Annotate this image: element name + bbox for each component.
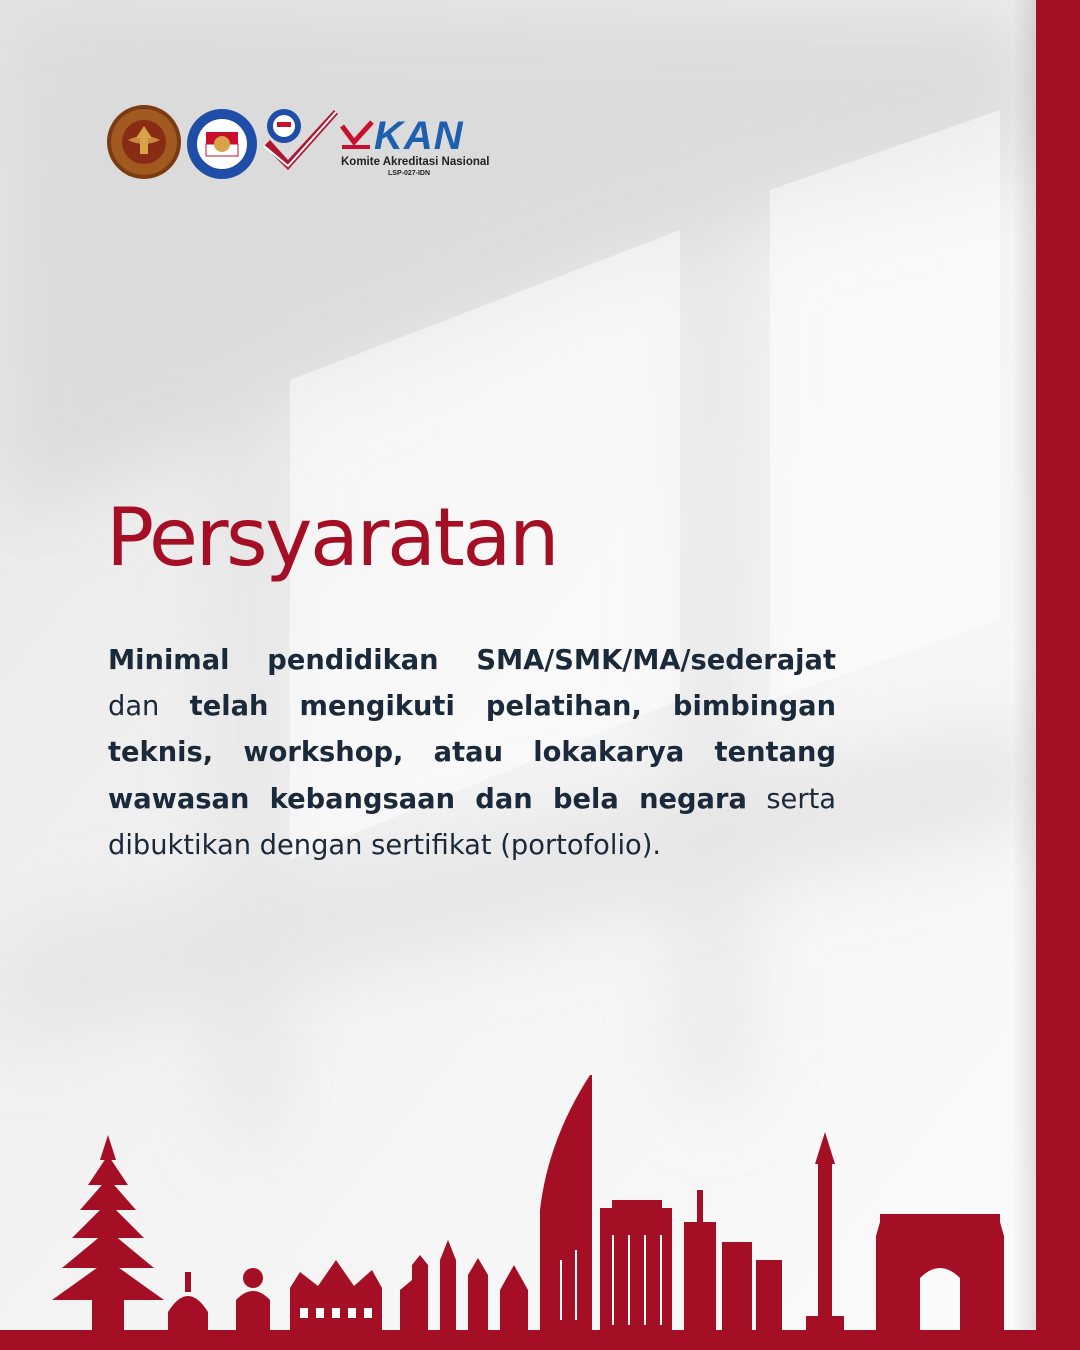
kan-code: LSP-027-IDN: [388, 170, 431, 177]
page-title: Persyaratan: [106, 491, 558, 584]
kemhan-logo-icon: [106, 104, 182, 180]
lsp-check-logo-icon: [258, 104, 340, 180]
requirement-education: Minimal pendidikan SMA/SMK/MA/sederajat: [108, 645, 836, 676]
requirement-text: [108, 638, 836, 869]
requirement-training: telah mengikuti pelatihan, bimbingan teknis, workshop, atau lokakarya tentang wawasan kebangsaan dan bela negara: [108, 691, 836, 815]
requirement-connector: dan: [108, 691, 160, 723]
kan-subtitle: Komite Akreditasi Nasional: [341, 156, 490, 168]
requirement-proof: serta dibuktikan dengan sertifikat (portofolio).: [108, 783, 836, 861]
kan-check-icon: [340, 120, 374, 150]
unhan-logo-icon: [186, 108, 258, 180]
kan-wordmark: KAN: [374, 114, 464, 158]
red-side-bar: [1036, 0, 1080, 1350]
indonesia-skyline-illustration: [0, 1060, 1036, 1350]
